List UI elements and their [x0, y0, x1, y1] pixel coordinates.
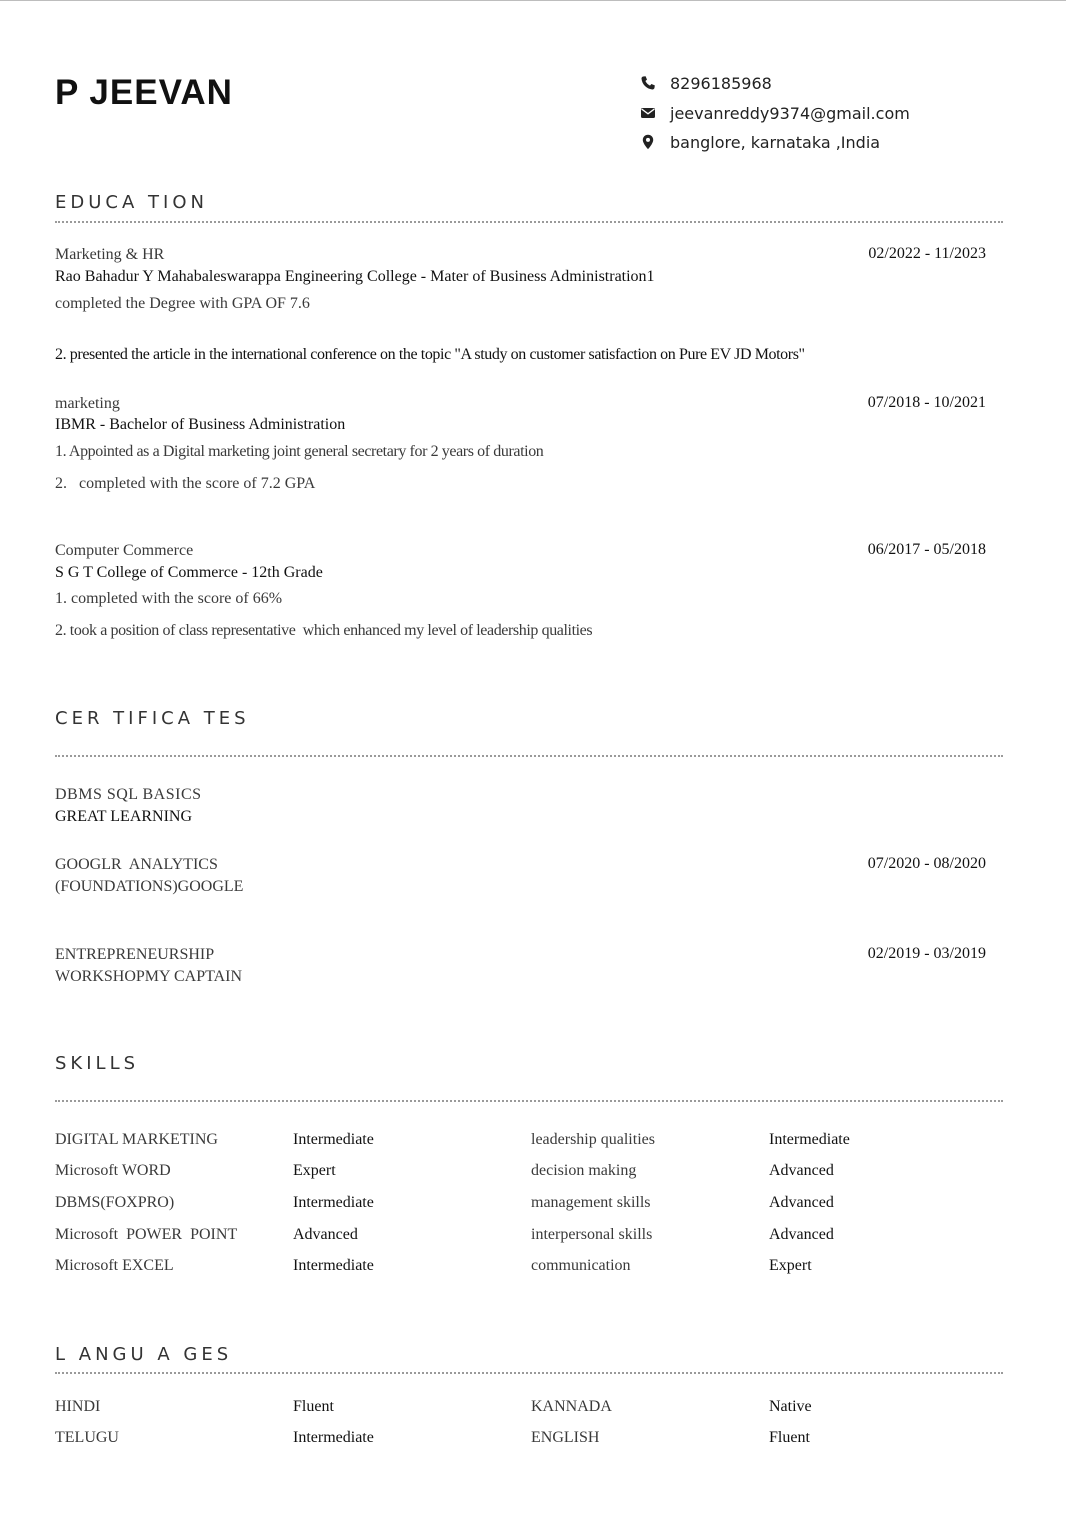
- skill-level: Advanced: [769, 1194, 834, 1211]
- certificate-dates: 02/2019 - 03/2019: [867, 945, 986, 962]
- education-heading: EDUCA TION: [55, 192, 208, 213]
- skill-name: management skills: [531, 1194, 651, 1211]
- language-level: Fluent: [769, 1429, 810, 1446]
- skill-level: Advanced: [769, 1226, 834, 1243]
- skill-name: Microsoft EXCEL: [55, 1257, 174, 1274]
- certificate-dates: 07/2020 - 08/2020: [867, 855, 986, 872]
- contact-location: [640, 130, 880, 154]
- contact-email[interactable]: [640, 101, 910, 125]
- language-level: Intermediate: [293, 1429, 374, 1446]
- skill-level: Advanced: [293, 1226, 358, 1243]
- contact-phone: [640, 71, 772, 95]
- education-institution: IBMR - Bachelor of Business Administration: [55, 416, 346, 433]
- skill-name: communication: [531, 1257, 631, 1274]
- certificate-issuer: WORKSHOPMY CAPTAIN: [55, 968, 243, 985]
- skill-level: Intermediate: [293, 1131, 374, 1148]
- skill-name: decision making: [531, 1162, 637, 1179]
- skill-name: DBMS(FOXPRO): [55, 1194, 175, 1211]
- envelope-icon: [640, 105, 656, 121]
- education-detail: 2. presented the article in the international conference on the topic "A study on customer satisfaction on Pure EV JD Motors": [55, 346, 805, 363]
- certificates-heading: CER TIFICA TES: [55, 708, 250, 729]
- certificate-name: DBMS SQL BASICS: [55, 786, 202, 803]
- languages-heading: L ANGU A GES: [55, 1344, 233, 1365]
- skill-name: Microsoft WORD: [55, 1162, 171, 1179]
- skills-divider: [55, 1100, 1003, 1102]
- languages-divider: [55, 1372, 1003, 1374]
- education-detail: 1. completed with the score of 66%: [55, 590, 283, 607]
- skill-level: Expert: [293, 1162, 336, 1179]
- skill-level: Expert: [769, 1257, 812, 1274]
- education-field: Computer Commerce: [55, 542, 194, 559]
- skill-name: Microsoft POWER POINT: [55, 1226, 238, 1243]
- phone-text: 8296185968: [670, 73, 772, 93]
- certificate-name: ENTREPRENEURSHIP: [55, 946, 215, 963]
- skill-level: Intermediate: [293, 1194, 374, 1211]
- education-field: Marketing & HR: [55, 246, 165, 263]
- education-dates: 06/2017 - 05/2018: [867, 541, 986, 558]
- phone-icon: [640, 75, 656, 91]
- skill-level: Advanced: [769, 1162, 834, 1179]
- education-dates: 07/2018 - 10/2021: [867, 394, 986, 411]
- language-name: TELUGU: [55, 1429, 119, 1446]
- education-detail: completed the Degree with GPA OF 7.6: [55, 295, 310, 312]
- language-level: Fluent: [293, 1398, 334, 1415]
- location-pin-icon: [640, 134, 656, 150]
- certificate-issuer: GREAT LEARNING: [55, 808, 193, 825]
- candidate-name: P JEEVAN: [55, 73, 233, 112]
- education-detail: 1. Appointed as a Digital marketing joint general secretary for 2 years of duration: [55, 443, 544, 460]
- education-institution: Rao Bahadur Y Mahabaleswarappa Engineering College - Mater of Business Administration1: [55, 268, 655, 285]
- language-name: ENGLISH: [531, 1429, 600, 1446]
- education-dates: 02/2022 - 11/2023: [868, 245, 986, 262]
- education-divider: [55, 221, 1003, 223]
- skill-name: leadership qualities: [531, 1131, 655, 1148]
- skill-level: Intermediate: [293, 1257, 374, 1274]
- certificates-divider: [55, 755, 1003, 757]
- education-detail: 2. completed with the score of 7.2 GPA: [55, 475, 316, 492]
- skill-name: interpersonal skills: [531, 1226, 653, 1243]
- certificate-name: GOOGLR ANALYTICS: [55, 856, 218, 873]
- location-text: banglore, karnataka ,India: [670, 132, 881, 152]
- certificate-issuer: (FOUNDATIONS)GOOGLE: [55, 878, 244, 895]
- education-institution: S G T College of Commerce - 12th Grade: [55, 564, 323, 581]
- language-level: Native: [769, 1398, 812, 1415]
- skill-level: Intermediate: [769, 1131, 850, 1148]
- education-detail: 2. took a position of class representative which enhanced my level of leadership qualities: [55, 622, 593, 639]
- language-name: KANNADA: [531, 1398, 612, 1415]
- email-link[interactable]: jeevanreddy9374@gmail.com: [670, 103, 910, 123]
- skills-heading: SKILLS: [55, 1053, 140, 1074]
- language-name: HINDI: [55, 1398, 101, 1415]
- skill-name: DIGITAL MARKETING: [55, 1131, 218, 1148]
- education-field: marketing: [55, 395, 120, 412]
